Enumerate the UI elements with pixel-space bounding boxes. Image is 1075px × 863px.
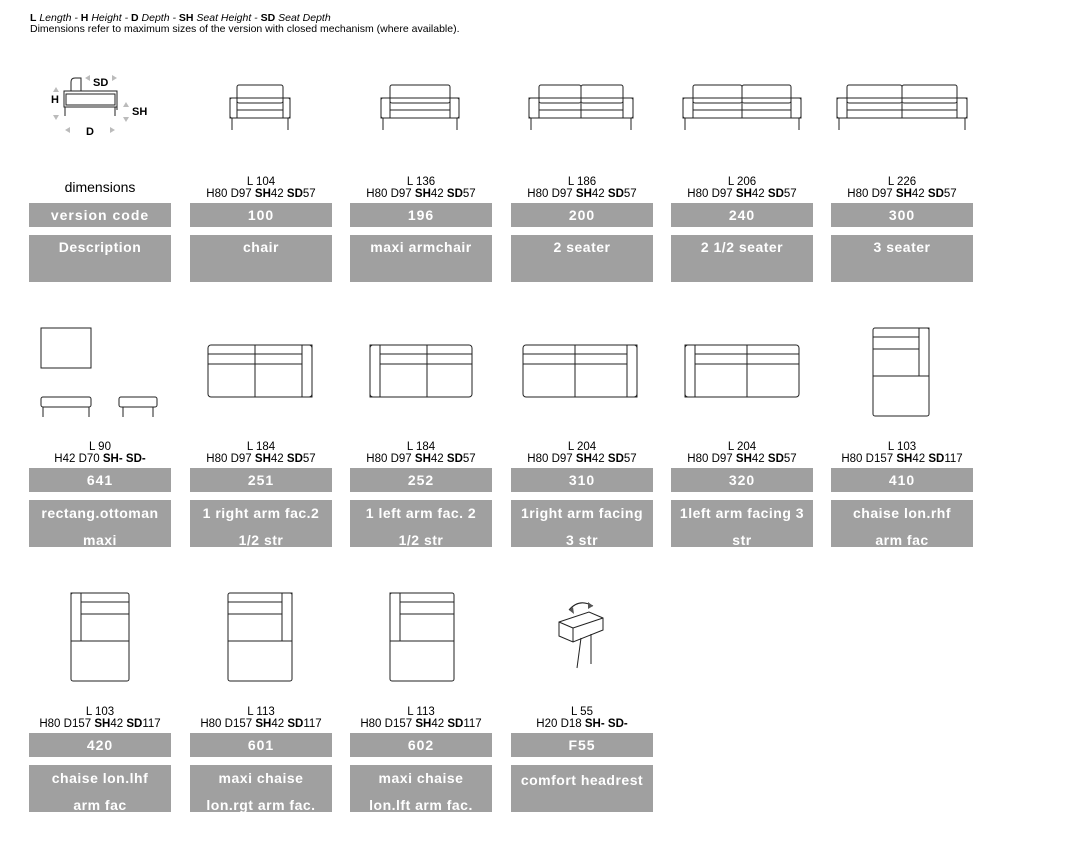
- description: maxi chaise lon.lft arm fac.: [350, 765, 492, 812]
- description: maxi armchair: [350, 235, 492, 282]
- right-arm-sofa-drawing: [190, 340, 332, 440]
- legend: [30, 13, 460, 35]
- legend-l: L: [30, 12, 37, 24]
- description: rectang.ottoman maxi: [29, 500, 171, 547]
- version-code: 641: [29, 468, 171, 492]
- svg-text:SD: SD: [93, 77, 109, 89]
- legend-d-text: Depth -: [141, 12, 176, 24]
- description: maxi chaise lon.rgt arm fac.: [190, 765, 332, 812]
- version-code: 410: [831, 468, 973, 492]
- maxi-chaise-left-drawing: [350, 590, 492, 690]
- description: chaise lon.lhf arm fac: [29, 765, 171, 812]
- item-length: L 184: [406, 441, 436, 453]
- description-label: Description: [29, 235, 171, 282]
- version-code: 602: [350, 733, 492, 757]
- version-code: 420: [29, 733, 171, 757]
- dimensions-label: dimensions: [64, 179, 136, 195]
- item-dimensions: H80 D157 SH42 SD117: [200, 718, 322, 730]
- description: 1left arm facing 3 str: [671, 500, 813, 547]
- maxi-armchair-drawing: [350, 80, 492, 180]
- left-arm-sofa-drawing: [350, 340, 492, 440]
- item-dimensions: H80 D157 SH42 SD117: [39, 718, 161, 730]
- legend-sd: SD: [260, 12, 276, 24]
- version-code: 320: [671, 468, 813, 492]
- item-dimensions: H80 D97 SH42 SD57: [687, 188, 797, 200]
- item-length: L 90: [89, 441, 111, 453]
- two-seater-drawing: [511, 80, 653, 180]
- item-dimensions: H80 D97 SH42 SD57: [366, 453, 476, 465]
- two-half-seater-drawing: [671, 80, 813, 180]
- right-arm-3-seater-drawing: [511, 340, 653, 440]
- ottoman-drawing: [29, 325, 171, 425]
- chair-drawing: [190, 80, 332, 180]
- item-dimensions: H80 D97 SH42 SD57: [206, 453, 316, 465]
- legend-sd-text: Seat Depth: [278, 12, 331, 24]
- item-length: L 103: [887, 441, 917, 453]
- item-dimensions: H80 D97 SH42 SD57: [527, 453, 637, 465]
- description: 1 left arm fac. 2 1/2 str: [350, 500, 492, 547]
- item-length: L 204: [727, 441, 757, 453]
- description: 2 seater: [511, 235, 653, 282]
- headrest-drawing: [511, 600, 653, 700]
- description: 2 1/2 seater: [671, 235, 813, 282]
- item-dimensions: H80 D97 SH42 SD57: [527, 188, 637, 200]
- version-code: 200: [511, 203, 653, 227]
- chaise-lhf-drawing: [29, 590, 171, 690]
- item-length: L 206: [727, 176, 757, 188]
- item-length: L 184: [246, 441, 276, 453]
- legend-note: Dimensions refer to maximum sizes of the version with closed mechanism (where available).: [30, 23, 460, 35]
- legend-sh-text: Seat Height -: [196, 12, 258, 24]
- item-dimensions: H80 D97 SH42 SD57: [206, 188, 316, 200]
- item-dimensions: H20 D18 SH- SD-: [536, 718, 628, 730]
- item-dimensions: H80 D157 SH42 SD117: [841, 453, 963, 465]
- version-code: 300: [831, 203, 973, 227]
- description: 3 seater: [831, 235, 973, 282]
- legend-d: D: [131, 12, 139, 24]
- item-length: L 204: [567, 441, 597, 453]
- sofa-side-icon: [64, 78, 117, 116]
- svg-text:H: H: [51, 94, 59, 106]
- description: chaise lon.rhf arm fac: [831, 500, 973, 547]
- three-seater-drawing: [831, 80, 973, 180]
- left-arm-3-seater-drawing: [671, 340, 813, 440]
- item-dimensions: H80 D97 SH42 SD57: [687, 453, 797, 465]
- description: chair: [190, 235, 332, 282]
- dimensions-diagram: [29, 70, 171, 170]
- item-dimensions: H80 D97 SH42 SD57: [847, 188, 957, 200]
- item-length: L 103: [85, 706, 115, 718]
- version-code: F55: [511, 733, 653, 757]
- item-length: L 113: [407, 706, 435, 718]
- item-length: L 55: [571, 706, 593, 718]
- version-code: 251: [190, 468, 332, 492]
- description: comfort headrest: [511, 765, 653, 812]
- version-code: 240: [671, 203, 813, 227]
- version-code: 100: [190, 203, 332, 227]
- item-length: L 113: [247, 706, 275, 718]
- item-dimensions: H42 D70 SH- SD-: [54, 453, 146, 465]
- legend-h: H: [80, 12, 89, 24]
- item-dimensions: H80 D157 SH42 SD117: [360, 718, 482, 730]
- maxi-chaise-right-drawing: [190, 590, 332, 690]
- legend-sh: SH: [178, 12, 194, 24]
- svg-text:D: D: [86, 126, 94, 138]
- item-length: L 136: [406, 176, 436, 188]
- item-length: L 186: [567, 176, 597, 188]
- version-code: 252: [350, 468, 492, 492]
- description: 1right arm facing 3 str: [511, 500, 653, 547]
- version-code: 196: [350, 203, 492, 227]
- version-code: 310: [511, 468, 653, 492]
- legend-h-text: Height -: [91, 12, 129, 24]
- chaise-rhf-drawing: [831, 325, 973, 425]
- version-code-label: version code: [29, 203, 171, 227]
- item-length: L 226: [887, 176, 917, 188]
- version-code: 601: [190, 733, 332, 757]
- item-dimensions: H80 D97 SH42 SD57: [366, 188, 476, 200]
- legend-l-text: Length -: [39, 12, 78, 24]
- svg-text:SH: SH: [132, 106, 148, 118]
- description: 1 right arm fac.2 1/2 str: [190, 500, 332, 547]
- item-length: L 104: [246, 176, 276, 188]
